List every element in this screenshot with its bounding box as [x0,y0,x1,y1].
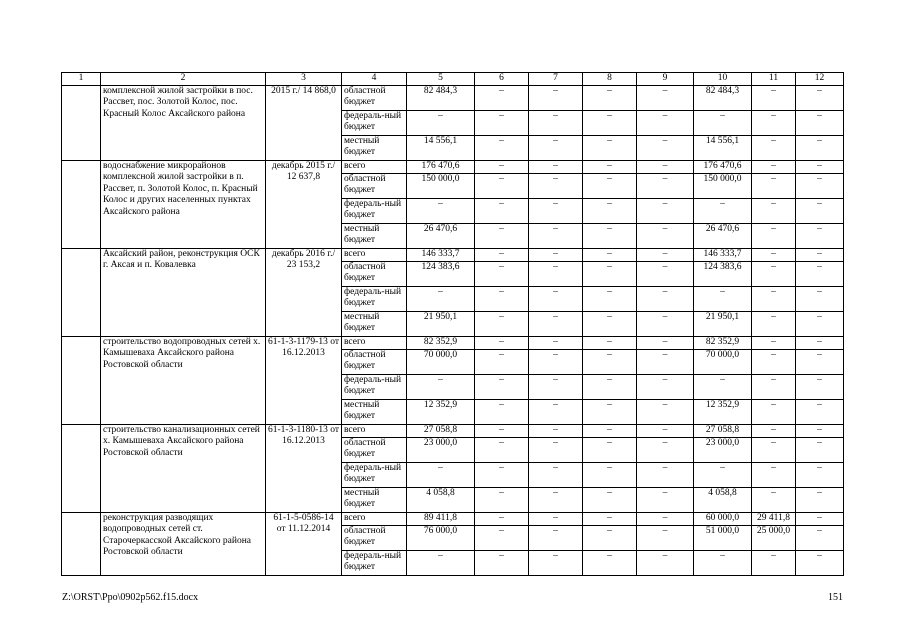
row-number-cell [62,336,101,424]
amount-cell-5: – [407,286,475,311]
amount-cell-8: – [583,248,637,261]
object-name-cell: водоснабжение микрорайонов комплексной жилой застройки в п. Рассвет, п. Золотой Колос, п. Красный Колос и других населенных пунктах Аксайского района [101,160,266,248]
funding-source-cell: федераль-ный бюджет [342,550,407,575]
row-number-cell [62,85,101,160]
amount-cell-5: 89 411,8 [407,512,475,525]
amount-cell-9: – [637,173,694,198]
row-number-cell [62,160,101,248]
amount-cell-7: – [529,135,583,160]
amount-cell-8: – [583,349,637,374]
amount-cell-10: 70 000,0 [694,349,752,374]
funding-source-cell: всего [342,512,407,525]
funding-source-cell: областной бюджет [342,85,407,110]
amount-cell-12: – [796,424,844,437]
funding-source-cell: федераль-ный бюджет [342,110,407,135]
amount-cell-10: 14 556,1 [694,135,752,160]
amount-cell-5: 76 000,0 [407,525,475,550]
amount-cell-7: – [529,437,583,462]
amount-cell-7: – [529,198,583,223]
object-name-cell: строительство канализационных сетей х. Камышеваха Аксайского района Ростовской области [101,424,266,512]
header-cell: 5 [407,73,475,86]
amount-cell-6: – [475,399,529,424]
header-cell: 1 [62,73,101,86]
amount-cell-8: – [583,550,637,575]
amount-cell-10: 82 352,9 [694,336,752,349]
amount-cell-9: – [637,198,694,223]
object-name-cell: комплексной жилой застройки в пос. Рассвет, пос. Золотой Колос, пос. Красный Колос Аксайского района [101,85,266,160]
amount-cell-9: – [637,110,694,135]
amount-cell-12: – [796,349,844,374]
amount-cell-5: 26 470,6 [407,223,475,248]
amount-cell-10: 26 470,6 [694,223,752,248]
amount-cell-6: – [475,462,529,487]
header-cell: 8 [583,73,637,86]
footer-file-path: Z:\ORST\Ppo\0902p562.f15.docx [62,592,199,603]
amount-cell-11: – [752,374,796,399]
amount-cell-5: – [407,110,475,135]
object-info-cell: 61-1-3-1180-13 от 16.12.2013 [266,424,342,512]
amount-cell-12: – [796,223,844,248]
funding-source-cell: областной бюджет [342,349,407,374]
header-cell: 6 [475,73,529,86]
amount-cell-8: – [583,110,637,135]
amount-cell-6: – [475,349,529,374]
amount-cell-10: 150 000,0 [694,173,752,198]
amount-cell-11: 29 411,8 [752,512,796,525]
amount-cell-9: – [637,85,694,110]
object-info-cell: декабрь 2016 г./ 23 153,2 [266,248,342,336]
amount-cell-12: – [796,374,844,399]
amount-cell-6: – [475,550,529,575]
amount-cell-10: 146 333,7 [694,248,752,261]
amount-cell-10: 60 000,0 [694,512,752,525]
amount-cell-9: – [637,336,694,349]
amount-cell-5: – [407,374,475,399]
funding-source-cell: областной бюджет [342,173,407,198]
amount-cell-12: – [796,311,844,336]
amount-cell-12: – [796,173,844,198]
table-row [62,336,844,349]
budget-table [61,72,844,576]
amount-cell-6: – [475,160,529,173]
amount-cell-8: – [583,487,637,512]
amount-cell-10: – [694,110,752,135]
object-info-cell: 61-1-3-1179-13 от 16.12.2013 [266,336,342,424]
amount-cell-11: – [752,437,796,462]
amount-cell-6: – [475,85,529,110]
amount-cell-8: – [583,311,637,336]
amount-cell-11: – [752,286,796,311]
header-cell: 9 [637,73,694,86]
amount-cell-5: 82 484,3 [407,85,475,110]
amount-cell-8: – [583,374,637,399]
funding-source-cell: местный бюджет [342,223,407,248]
amount-cell-7: – [529,487,583,512]
funding-source-cell: всего [342,160,407,173]
header-cell: 11 [752,73,796,86]
table-row [62,85,844,110]
row-number-cell [62,424,101,512]
amount-cell-9: – [637,399,694,424]
amount-cell-5: – [407,550,475,575]
amount-cell-12: – [796,261,844,286]
amount-cell-10: 27 058,8 [694,424,752,437]
funding-source-cell: всего [342,248,407,261]
amount-cell-12: – [796,336,844,349]
table-row [62,160,844,173]
amount-cell-7: – [529,160,583,173]
object-name-cell: реконструкция разводящих водопроводных сетей ст. Старочеркасской Аксайского района Ростовской области [101,512,266,575]
header-row [62,73,844,86]
amount-cell-8: – [583,160,637,173]
amount-cell-9: – [637,160,694,173]
amount-cell-10: 82 484,3 [694,85,752,110]
amount-cell-9: – [637,311,694,336]
amount-cell-9: – [637,248,694,261]
amount-cell-6: – [475,487,529,512]
footer-page-number: 151 [828,592,843,603]
amount-cell-11: – [752,336,796,349]
amount-cell-11: – [752,399,796,424]
amount-cell-8: – [583,261,637,286]
amount-cell-8: – [583,173,637,198]
amount-cell-9: – [637,525,694,550]
amount-cell-7: – [529,223,583,248]
object-info-cell: декабрь 2015 г./ 12 637,8 [266,160,342,248]
amount-cell-8: – [583,135,637,160]
funding-source-cell: федераль-ный бюджет [342,374,407,399]
funding-source-cell: областной бюджет [342,261,407,286]
amount-cell-5: 176 470,6 [407,160,475,173]
amount-cell-6: – [475,110,529,135]
amount-cell-7: – [529,261,583,286]
amount-cell-9: – [637,374,694,399]
amount-cell-5: 124 383,6 [407,261,475,286]
funding-source-cell: местный бюджет [342,399,407,424]
amount-cell-12: – [796,85,844,110]
amount-cell-11: – [752,110,796,135]
amount-cell-7: – [529,311,583,336]
amount-cell-10: – [694,286,752,311]
amount-cell-12: – [796,550,844,575]
amount-cell-9: – [637,462,694,487]
amount-cell-6: – [475,374,529,399]
amount-cell-5: 12 352,9 [407,399,475,424]
amount-cell-8: – [583,85,637,110]
funding-source-cell: областной бюджет [342,525,407,550]
amount-cell-9: – [637,261,694,286]
funding-source-cell: федераль-ный бюджет [342,286,407,311]
amount-cell-6: – [475,248,529,261]
amount-cell-7: – [529,173,583,198]
amount-cell-12: – [796,248,844,261]
amount-cell-11: – [752,85,796,110]
amount-cell-9: – [637,286,694,311]
amount-cell-11: – [752,462,796,487]
amount-cell-5: 82 352,9 [407,336,475,349]
amount-cell-11: – [752,349,796,374]
header-cell: 2 [101,73,266,86]
object-info-cell: 61-1-5-0586-14 от 11.12.2014 [266,512,342,575]
amount-cell-6: – [475,198,529,223]
amount-cell-6: – [475,286,529,311]
amount-cell-10: – [694,374,752,399]
amount-cell-9: – [637,437,694,462]
amount-cell-8: – [583,286,637,311]
amount-cell-6: – [475,261,529,286]
amount-cell-12: – [796,286,844,311]
amount-cell-7: – [529,349,583,374]
funding-source-cell: всего [342,424,407,437]
amount-cell-9: – [637,223,694,248]
amount-cell-5: 21 950,1 [407,311,475,336]
object-name-cell: строительство водопроводных сетей х. Камышеваха Аксайского района Ростовской области [101,336,266,424]
object-info-cell: 2015 г./ 14 868,0 [266,85,342,160]
header-cell: 12 [796,73,844,86]
funding-source-cell: местный бюджет [342,487,407,512]
amount-cell-6: – [475,525,529,550]
amount-cell-12: – [796,198,844,223]
amount-cell-10: 23 000,0 [694,437,752,462]
amount-cell-5: 27 058,8 [407,424,475,437]
table-row [62,512,844,525]
amount-cell-11: – [752,160,796,173]
funding-source-cell: федераль-ный бюджет [342,198,407,223]
amount-cell-9: – [637,424,694,437]
amount-cell-11: – [752,261,796,286]
amount-cell-10: 21 950,1 [694,311,752,336]
amount-cell-7: – [529,550,583,575]
amount-cell-9: – [637,512,694,525]
amount-cell-8: – [583,462,637,487]
amount-cell-10: – [694,462,752,487]
header-cell: 3 [266,73,342,86]
amount-cell-12: – [796,437,844,462]
amount-cell-10: 4 058,8 [694,487,752,512]
amount-cell-11: – [752,248,796,261]
funding-source-cell: местный бюджет [342,135,407,160]
amount-cell-11: – [752,550,796,575]
amount-cell-5: 70 000,0 [407,349,475,374]
object-name-cell: Аксайский район, реконструкция ОСК г. Аксая и п. Ковалевка [101,248,266,336]
amount-cell-8: – [583,198,637,223]
funding-source-cell: всего [342,336,407,349]
amount-cell-8: – [583,223,637,248]
amount-cell-5: – [407,462,475,487]
amount-cell-11: – [752,198,796,223]
amount-cell-6: – [475,437,529,462]
amount-cell-10: – [694,198,752,223]
amount-cell-11: – [752,424,796,437]
table-row [62,424,844,437]
amount-cell-8: – [583,336,637,349]
amount-cell-7: – [529,85,583,110]
amount-cell-10: 124 383,6 [694,261,752,286]
amount-cell-7: – [529,336,583,349]
header-cell: 10 [694,73,752,86]
amount-cell-7: – [529,399,583,424]
amount-cell-9: – [637,135,694,160]
amount-cell-6: – [475,311,529,336]
amount-cell-7: – [529,424,583,437]
amount-cell-9: – [637,349,694,374]
amount-cell-10: 176 470,6 [694,160,752,173]
header-cell: 7 [529,73,583,86]
amount-cell-5: – [407,198,475,223]
amount-cell-10: 12 352,9 [694,399,752,424]
amount-cell-11: – [752,311,796,336]
amount-cell-12: – [796,110,844,135]
amount-cell-12: – [796,399,844,424]
amount-cell-11: – [752,173,796,198]
amount-cell-10: 51 000,0 [694,525,752,550]
amount-cell-7: – [529,512,583,525]
amount-cell-8: – [583,399,637,424]
amount-cell-8: – [583,437,637,462]
amount-cell-6: – [475,512,529,525]
funding-source-cell: местный бюджет [342,311,407,336]
amount-cell-12: – [796,160,844,173]
amount-cell-6: – [475,223,529,248]
amount-cell-9: – [637,487,694,512]
amount-cell-12: – [796,487,844,512]
amount-cell-10: – [694,550,752,575]
row-number-cell [62,248,101,336]
amount-cell-9: – [637,550,694,575]
funding-source-cell: федераль-ный бюджет [342,462,407,487]
amount-cell-6: – [475,424,529,437]
amount-cell-11: 25 000,0 [752,525,796,550]
amount-cell-6: – [475,135,529,160]
amount-cell-12: – [796,525,844,550]
amount-cell-12: – [796,512,844,525]
table-row [62,248,844,261]
amount-cell-11: – [752,487,796,512]
amount-cell-12: – [796,462,844,487]
amount-cell-6: – [475,336,529,349]
row-number-cell [62,512,101,575]
amount-cell-5: 14 556,1 [407,135,475,160]
funding-source-cell: областной бюджет [342,437,407,462]
amount-cell-12: – [796,135,844,160]
amount-cell-7: – [529,462,583,487]
amount-cell-8: – [583,424,637,437]
amount-cell-7: – [529,525,583,550]
amount-cell-7: – [529,110,583,135]
amount-cell-11: – [752,135,796,160]
amount-cell-5: 150 000,0 [407,173,475,198]
amount-cell-8: – [583,525,637,550]
amount-cell-8: – [583,512,637,525]
amount-cell-5: 146 333,7 [407,248,475,261]
amount-cell-7: – [529,248,583,261]
amount-cell-11: – [752,223,796,248]
amount-cell-5: 4 058,8 [407,487,475,512]
header-cell: 4 [342,73,407,86]
amount-cell-6: – [475,173,529,198]
amount-cell-7: – [529,374,583,399]
amount-cell-7: – [529,286,583,311]
amount-cell-5: 23 000,0 [407,437,475,462]
